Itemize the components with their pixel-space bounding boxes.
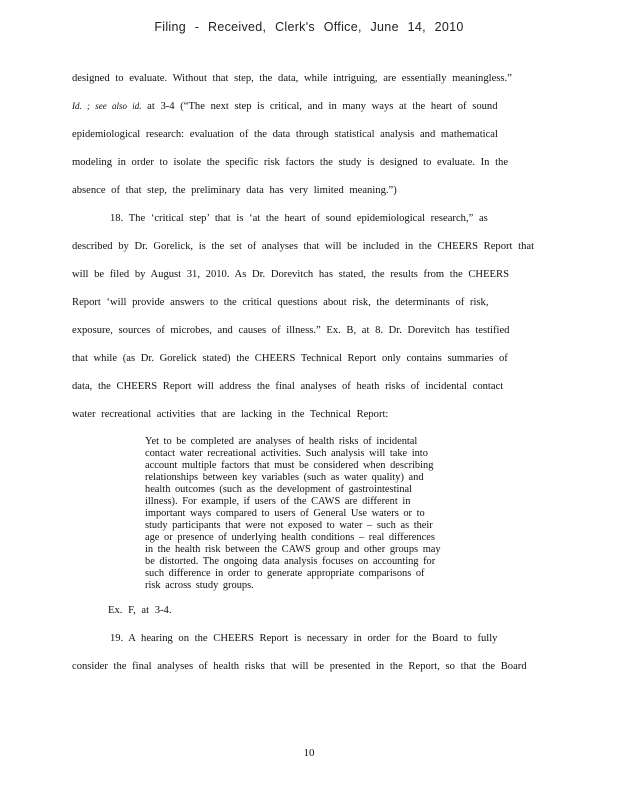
block-quote-line: be distorted. The ongoing data analysis focuses on accounting for <box>145 556 436 567</box>
text-line-rest: at 3-4 (“The next step is critical, and in many ways at the heart of sound <box>147 101 498 112</box>
text-line: epidemiological research: evaluation of the data through statistical analysis and mathematical <box>72 129 498 140</box>
block-quote-line: in the health risk between the CAWS group and other groups may <box>145 544 441 555</box>
block-quote-line: important ways compared to users of General Use waters or to <box>145 508 425 519</box>
text-line: designed to evaluate. Without that step, the data, while intriguing, are essentially meaningless.” <box>72 73 512 84</box>
paragraph-18-line: exposure, sources of microbes, and causes of illness.” Ex. B, at 8. Dr. Dorevitch has testified <box>72 325 510 336</box>
paragraph-18-line: data, the CHEERS Report will address the final analyses of heath risks of incidental contact <box>72 381 504 392</box>
text-line <box>72 100 498 113</box>
paragraph-18-line: Report ‘will provide answers to the critical questions about risk, the determinants of risk, <box>72 297 489 308</box>
paragraph-19-line: 19. A hearing on the CHEERS Report is necessary in order for the Board to fully <box>110 633 498 644</box>
block-quote-line: Yet to be completed are analyses of health risks of incidental <box>145 436 418 447</box>
citation: Id. ; see also id. <box>72 101 142 111</box>
block-quote-line: illness). For example, if users of the CAWS are different in <box>145 496 411 507</box>
paragraph-18-line: will be filed by August 31, 2010. As Dr. Dorevitch has stated, the results from the CHEERS <box>72 269 509 280</box>
text-line: absence of that step, the preliminary data has very limited meaning.”) <box>72 185 397 196</box>
block-quote-line: contact water recreational activities. Such analysis will take into <box>145 448 428 459</box>
paragraph-18-line: 18. The ‘critical step’ that is ‘at the heart of sound epidemiological research,” as <box>110 213 488 224</box>
paragraph-18-line: water recreational activities that are lacking in the Technical Report: <box>72 409 389 420</box>
text-line: modeling in order to isolate the specific risk factors the study is designed to evaluate. In the <box>72 157 509 168</box>
paragraph-19-line: consider the final analyses of health risks that will be presented in the Report, so that the Board <box>72 661 527 672</box>
paragraph-18-line: described by Dr. Gorelick, is the set of analyses that will be included in the CHEERS Report that <box>72 241 535 252</box>
block-quote-line: health outcomes (such as the development of gastrointestinal <box>145 484 413 495</box>
quote-citation: Ex. F, at 3-4. <box>108 605 172 616</box>
block-quote-line: risk across study groups. <box>145 580 254 591</box>
block-quote-line: relationships between key variables (such as water quality) and <box>145 472 424 483</box>
block-quote-line: such difference in order to generate appropriate comparisons of <box>145 568 425 579</box>
block-quote-line: account multiple factors that must be considered when describing <box>145 460 434 471</box>
paragraph-18-line: that while (as Dr. Gorelick stated) the CHEERS Technical Report only contains summaries of <box>72 353 508 364</box>
block-quote-line: age or presence of underlying health conditions – real differences <box>145 532 435 543</box>
filing-header: Filing - Received, Clerk's Office, June 14, 2010 <box>154 20 464 34</box>
page-number: 10 <box>303 747 315 759</box>
block-quote-line: study participants that were not exposed to water – such as their <box>145 520 433 531</box>
